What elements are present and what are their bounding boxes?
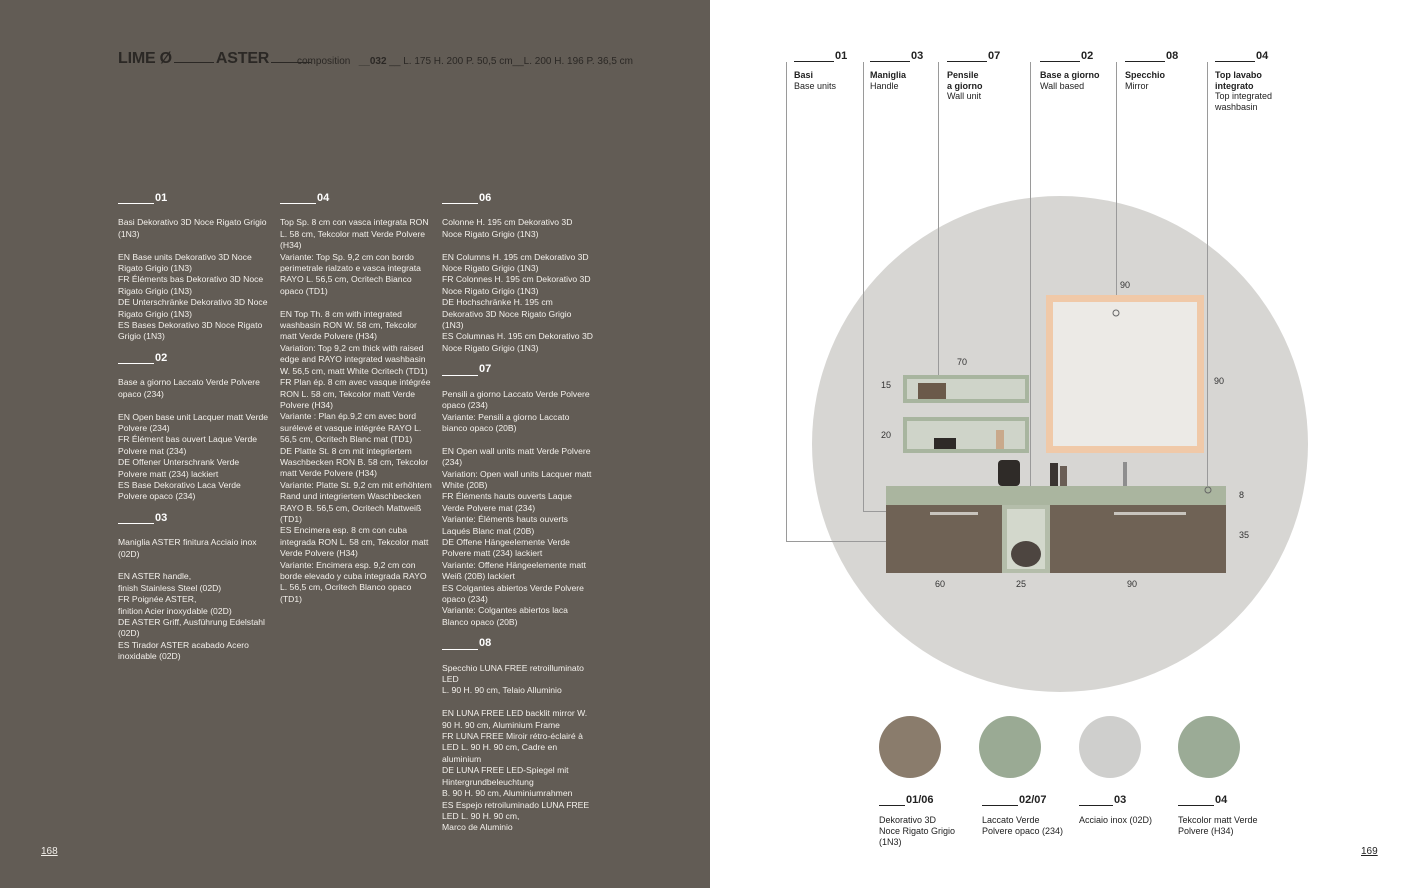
- section-text: Base a giorno Laccato Verde Polvere opaco (234) EN Open base unit Lacquer matt Verde Polvere (234) FR Élément bas ouvert Laque Verde Polvere mat (234) DE Offener Unterschrank Verde Polvere matt (234) lackiert ES Base Dekorativo Laca Verde Polvere opaco (234): [118, 377, 269, 502]
- swatch-acciaio-inox: [1079, 716, 1141, 778]
- page-title: [118, 50, 313, 68]
- section-text: Maniglia ASTER finitura Acciaio inox (02D) EN ASTER handle, finish Stainless Steel (02D) FR Poignée ASTER, finition Acier inoxydable (02D) DE ASTER Griff, Ausführung Edelstahl (02D) ES Tirador ASTER acabado Acero inoxidable (02D): [118, 537, 265, 662]
- section-02: [118, 353, 270, 503]
- callout-07: 07 Pensile a giorno Wall unit: [947, 50, 1001, 101]
- dim-mirror-width: 90: [1120, 280, 1131, 290]
- handle: [930, 512, 978, 515]
- swatch-label-04: 04 Tekcolor matt Verde Polvere (H34): [1178, 794, 1258, 836]
- swatch-noce-rigato-grigio: [879, 716, 941, 778]
- section-heading: 07: [442, 364, 594, 375]
- base-unit-left: [886, 505, 1002, 573]
- section-text: Top Sp. 8 cm con vasca integrata RON L. 58 cm, Tekcolor matt Verde Polvere (H34) Variante: Top Sp. 9,2 cm con bordo perimetrale rialzato e vasca integrata RAYO L. 56,5 cm, Ocritech Bianco opaco (TD1) EN Top Th. 8 cm with integrated washbasin RON W. 58 cm, Tekcolor matt Verde Polvere (H34) Variation: Top 9,2 cm thick with raised edge and RAYO integrated washbasin W. 56,5 cm, matt White Ocritech (TD1) FR Plan ép. 8 cm avec vasque intégrée RON L. 58 cm, Tekcolor matt Verde Polvere (H34) Variante : Plan ép.9,2 cm avec bord surélevé et vasque intégrée RAYO L. 56,5 cm, Ocritech Blanc mat (TD1) DE Platte St. 8 cm mit integriertem Waschbecken RON B. 58 cm, Tekcolor matt Verde Polvere (H34) Variante: Platte St. 9,2 cm mit erhöhtem Rand und integriertem Waschbecken RAYO B. 56,5 cm, Ocritech Mattweiß (TD1) ES Encimera esp. 8 cm con cuba integrada RON L. 58 cm, Tekcolor matt Verde Polvere (H34) Variante: Encimera esp. 9,2 cm con borde elevado y cuba integrada RAYO L. 56,5 cm, Ocritech Blanco opaco (TD1): [280, 217, 432, 604]
- section-04: [280, 193, 432, 605]
- dim-top-height: 8: [1239, 490, 1245, 500]
- section-text: Basi Dekorativo 3D Noce Rigato Grigio (1N3) EN Base units Dekorativo 3D Noce Rigato Grigio (1N3) FR Éléments bas Dekorativo 3D Noce Rigato Grigio (1N3) DE Unterschränke Dekorativo 3D Noce Rigato Grigio (1N3) ES Bases Dekorativo 3D Noce Rigato Grigio (1N3): [118, 217, 268, 342]
- column-2: [280, 193, 432, 615]
- callout-03: 03 Maniglia Handle: [870, 50, 924, 91]
- section-heading: 08: [442, 638, 594, 649]
- column-1: [118, 193, 270, 673]
- right-page: [710, 0, 1420, 888]
- section-01: [118, 193, 270, 343]
- brand-lime: LIME Ø: [118, 50, 172, 67]
- swatch-label-02-07: 02/07 Laccato Verde Polvere opaco (234): [982, 794, 1064, 836]
- dim-shelf1-height: 15: [881, 380, 892, 390]
- composition-line: [297, 56, 633, 67]
- mirror: [1053, 302, 1197, 446]
- section-heading: 01: [118, 193, 270, 204]
- callout-01: 01 Basi Base units: [794, 50, 848, 91]
- section-text: Colonne H. 195 cm Dekorativo 3D Noce Rigato Grigio (1N3) EN Columns H. 195 cm Dekorativo 3D Noce Rigato Grigio (1N3) FR Colonnes H. 195 cm Dekorativo 3D Noce Rigato Grigio (1N3) DE Hochschränke H. 195 cm Dekorativo 3D Noce Rigato Grigio (1N3) ES Columnas H. 195 cm Dekorativo 3D Noce Rigato Grigio (1N3): [442, 217, 593, 353]
- column-3: [442, 193, 594, 844]
- section-07: [442, 364, 594, 628]
- leader-line-01: [786, 62, 787, 542]
- section-06: [442, 193, 594, 354]
- bathroom-furniture-illustration: [870, 280, 1240, 590]
- dim-mirror-height: 90: [1214, 376, 1225, 386]
- swatch-label-03: 03 Acciaio inox (02D): [1079, 794, 1153, 825]
- section-heading: 04: [280, 193, 432, 204]
- section-heading: 03: [118, 513, 270, 524]
- callout-08: 08 Specchio Mirror: [1125, 50, 1179, 91]
- dim-base-width-2: 25: [1016, 579, 1027, 589]
- swatch-label-01-06: 01/06 Dekorativo 3D Noce Rigato Grigio (1N3): [879, 794, 956, 847]
- section-08: [442, 638, 594, 834]
- composition-number: __032: [358, 56, 387, 67]
- leader-line-03: [863, 62, 864, 512]
- page-number-right: 169: [1361, 846, 1378, 857]
- leader-line-08: [1116, 62, 1117, 312]
- page-number-left: 168: [41, 846, 58, 857]
- composition-dims: __ L. 175 H. 200 P. 50,5 cm__L. 200 H. 196 P. 36,5 cm: [389, 56, 633, 67]
- section-text: Specchio LUNA FREE retroilluminato LED L. 90 H. 90 cm, Telaio Alluminio EN LUNA FREE LED backlit mirror W. 90 H. 90 cm, Aluminium Frame FR LUNA FREE Miroir rétro-éclairé à LED L. 90 H. 90 cm, Cadre en aluminium DE LUNA FREE LED-Spiegel mit Hintergrundbeleuchtung B. 90 H. 90 cm, Aluminiumrahmen ES Espejo retroiluminado LUNA FREE LED L. 90 H. 90 cm, Marco de Aluminio: [442, 662, 590, 833]
- section-text: Pensili a giorno Laccato Verde Polvere opaco (234) Variante: Pensili a giorno Laccato bianco opaco (20B) EN Open wall units matt Verde Polvere (234) Variation: Open wall units Lacquer matt White (20B) FR Éléments hauts ouverts Laque Verde Polvere mat (234) Variante: Éléments hauts ouverts Laqués Blanc mat (20B) DE Offene Hängeelemente Verde Polvere matt (234) lackiert Variante: Offene Hängeelemente matt Weiß (20B) lackiert ES Colgantes abiertos Verde Polvere opaco (234) Variante: Colgantes abiertos laca Blanco opaco (20B): [442, 388, 592, 627]
- dim-shelf2-height: 20: [881, 430, 892, 440]
- dim-base-width-3: 90: [1127, 579, 1138, 589]
- section-03: [118, 513, 270, 663]
- title-separator: [174, 62, 214, 63]
- swatch-verde-polvere-laccato: [979, 716, 1041, 778]
- integrated-top: [886, 486, 1226, 505]
- section-heading: 06: [442, 193, 594, 204]
- swatch-tekcolor-verde-polvere: [1178, 716, 1240, 778]
- brand-aster: ASTER: [215, 50, 270, 67]
- base-unit-right: [1050, 505, 1226, 573]
- composition-label: composition: [297, 56, 351, 67]
- dim-base-height: 35: [1239, 530, 1250, 540]
- callout-02: 02 Base a giorno Wall based: [1040, 50, 1100, 91]
- handle: [1114, 512, 1186, 515]
- section-heading: 02: [118, 353, 270, 364]
- dim-shelf-width: 70: [957, 357, 968, 367]
- callout-04: 04 Top lavabo integrato Top integrated washbasin: [1215, 50, 1273, 112]
- dim-base-width-1: 60: [935, 579, 946, 589]
